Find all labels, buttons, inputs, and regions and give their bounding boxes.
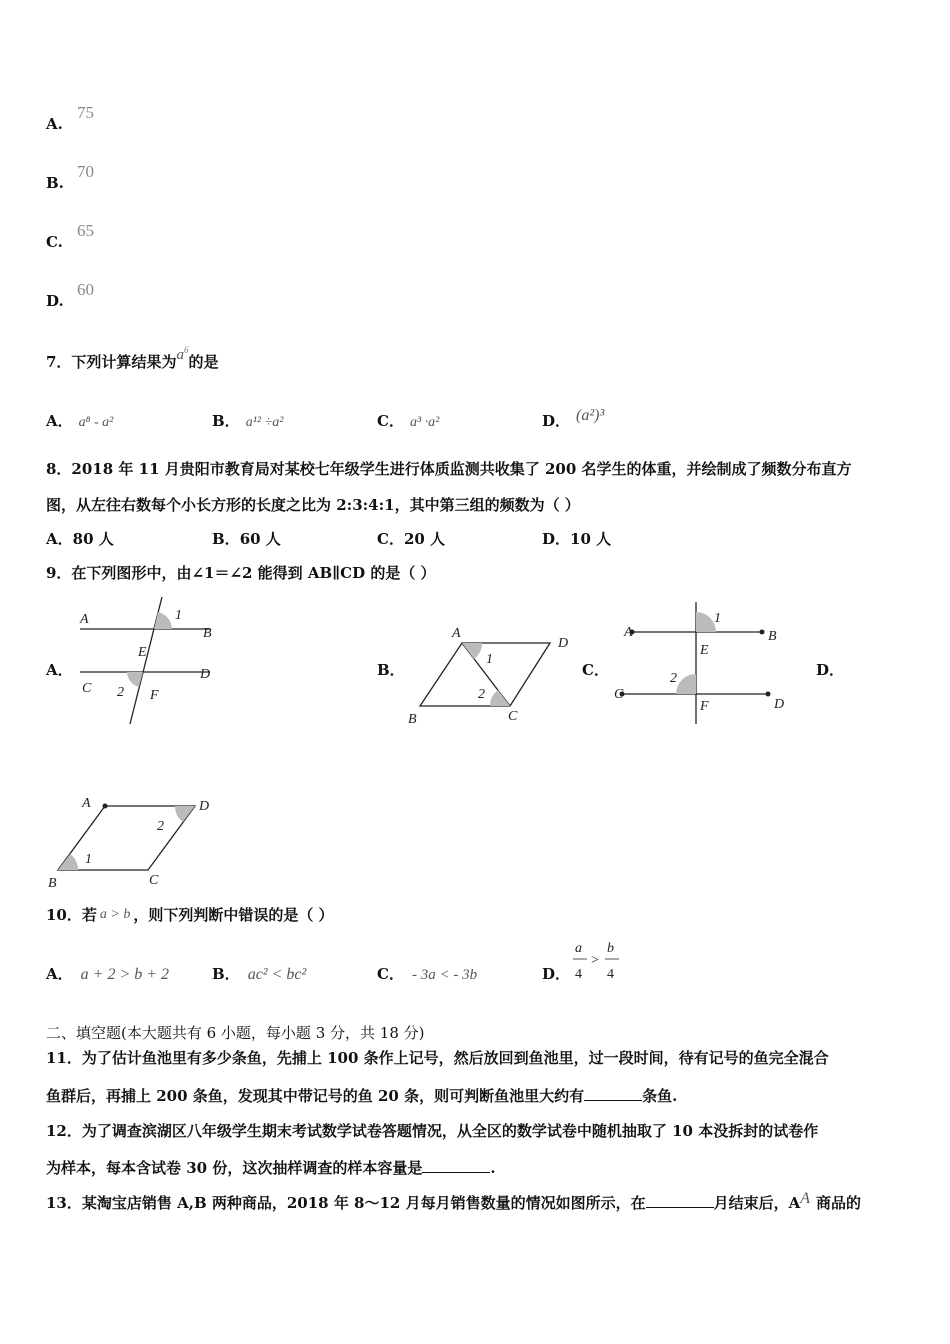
label-1: 1 xyxy=(714,611,721,626)
label-c: C xyxy=(82,681,92,696)
label-e: E xyxy=(138,645,147,660)
q12-answer-blank[interactable] xyxy=(422,1172,490,1173)
label-a: A xyxy=(80,612,89,627)
q10-option-d[interactable]: D． xyxy=(542,965,571,983)
q11-line-2: 鱼群后，再捕上 200 条鱼，发现其中带记号的鱼 20 条，则可判断鱼池里大约有 条鱼. xyxy=(46,1087,678,1105)
label-f: F xyxy=(700,699,709,714)
label-2: 2 xyxy=(670,671,677,686)
q10-option-b[interactable]: B． ac² < bc² xyxy=(212,965,307,983)
q9-option-d[interactable]: D． xyxy=(816,661,845,679)
label-2: 2 xyxy=(157,819,164,834)
q11-answer-blank[interactable] xyxy=(584,1100,642,1101)
q9-figure-b xyxy=(400,620,585,730)
label-d: D xyxy=(774,697,785,712)
q7-option-b[interactable]: B． a¹² ÷a² xyxy=(212,412,284,430)
label-a: A xyxy=(452,626,461,641)
frac-num-a: a xyxy=(575,941,582,956)
q9-stem: 9．在下列图形中，由∠1＝∠2 能得到 AB∥CD 的是（ ） xyxy=(46,564,436,582)
q8-option-c[interactable]: C．20 人 xyxy=(377,530,446,548)
q11-line-1: 11．为了估计鱼池里有多少条鱼，先捕上 100 条作上记号，然后放回到鱼池里，过一段时间，待有记号的鱼完全混合 xyxy=(46,1049,829,1067)
q10-option-c[interactable]: C． - 3a < - 3b xyxy=(377,965,478,983)
q10-option-a[interactable]: A． a + 2 > b + 2 xyxy=(46,965,170,983)
q12-line-1: 12．为了调查滨湖区八年级学生期末考试数学试卷答题情况，从全区的数学试卷中随机抽取了 10 本没拆封的试卷作 xyxy=(46,1122,819,1140)
section-2-heading: 二、填空题(本大题共有 6 小题，每小题 3 分，共 18 分) xyxy=(46,1024,425,1042)
q6-option-c[interactable]: C. xyxy=(46,233,63,251)
label-b: B xyxy=(48,876,57,891)
q13-line: 13．某淘宝店销售 A,B 两种商品，2018 年 8～12 月每月销售数量的情况如图所示，在 月结束后，AA 商品的 xyxy=(46,1190,862,1212)
label-d: D xyxy=(199,799,210,814)
q8-option-b[interactable]: B．60 人 xyxy=(212,530,281,548)
q6-option-a[interactable]: A. xyxy=(46,115,63,133)
label-2: 2 xyxy=(117,685,124,700)
label-e: E xyxy=(700,643,709,658)
angle-1-mark xyxy=(696,612,716,632)
q9-figure-a xyxy=(70,592,230,727)
label-c: C xyxy=(508,709,518,724)
q8-line-2: 图，从左往右数每个小长方形的长度之比为 2:3:4:1，其中第三组的频数为（ ） xyxy=(46,496,580,514)
q8-option-a[interactable]: A．80 人 xyxy=(46,530,114,548)
q8-option-d[interactable]: D．10 人 xyxy=(542,530,612,548)
q10-stem: 10．若 a > b ，则下列判断中错误的是（ ） xyxy=(46,906,334,924)
q6-option-d[interactable]: D. xyxy=(46,292,64,310)
q9-figure-d xyxy=(45,788,235,893)
q13-answer-blank[interactable] xyxy=(646,1207,714,1208)
q6-option-a-value: 75 xyxy=(77,103,94,122)
q9-option-c[interactable]: C． xyxy=(582,661,609,679)
label-c: C xyxy=(149,873,159,888)
frac-den-b: 4 xyxy=(607,967,614,982)
label-1: 1 xyxy=(175,608,182,623)
frac-num-b: b xyxy=(607,941,614,956)
label-b: B xyxy=(408,712,417,727)
label-c: C xyxy=(614,687,624,702)
angle-2-mark xyxy=(676,674,696,694)
label-b: B xyxy=(203,626,212,641)
label-2: 2 xyxy=(478,687,485,702)
q6-option-b-value: 70 xyxy=(77,162,94,181)
q8-line-1: 8．2018 年 11 月贵阳市教育局对某校七年级学生进行体质监测共收集了 200 名学生的体重，并绘制成了频数分布直方 xyxy=(46,460,852,478)
q9-option-b[interactable]: B． xyxy=(377,661,405,679)
label-a: A xyxy=(82,796,91,811)
label-1: 1 xyxy=(85,852,92,867)
frac-den-a: 4 xyxy=(575,967,582,982)
label-f: F xyxy=(150,688,159,703)
q7-stem: 7．下列计算结果为$a^6$的是 xyxy=(46,345,219,371)
angle-1-mark xyxy=(154,612,172,629)
q7-option-d[interactable]: D． (a²)³ xyxy=(542,407,605,430)
q10-option-d-fraction xyxy=(570,936,630,986)
q9-option-a[interactable]: A． xyxy=(46,661,73,679)
label-1: 1 xyxy=(486,652,493,667)
label-a: A xyxy=(624,625,633,640)
frac-gt: > xyxy=(591,953,599,968)
q7-option-c[interactable]: C． a³ ·a² xyxy=(377,412,440,430)
q6-option-d-value: 60 xyxy=(77,280,94,299)
label-d: D xyxy=(200,667,211,682)
q12-line-2: 为样本，每本含试卷 30 份，这次抽样调查的样本容量是 . xyxy=(46,1159,496,1177)
q7-option-a[interactable]: A． a⁸ - a² xyxy=(46,412,114,430)
label-b: B xyxy=(768,629,777,644)
q6-option-c-value: 65 xyxy=(77,221,94,240)
label-d: D xyxy=(558,636,569,651)
angle-2-mark xyxy=(127,672,143,687)
q9-figure-c xyxy=(612,600,802,730)
q6-option-b[interactable]: B. xyxy=(46,174,64,192)
